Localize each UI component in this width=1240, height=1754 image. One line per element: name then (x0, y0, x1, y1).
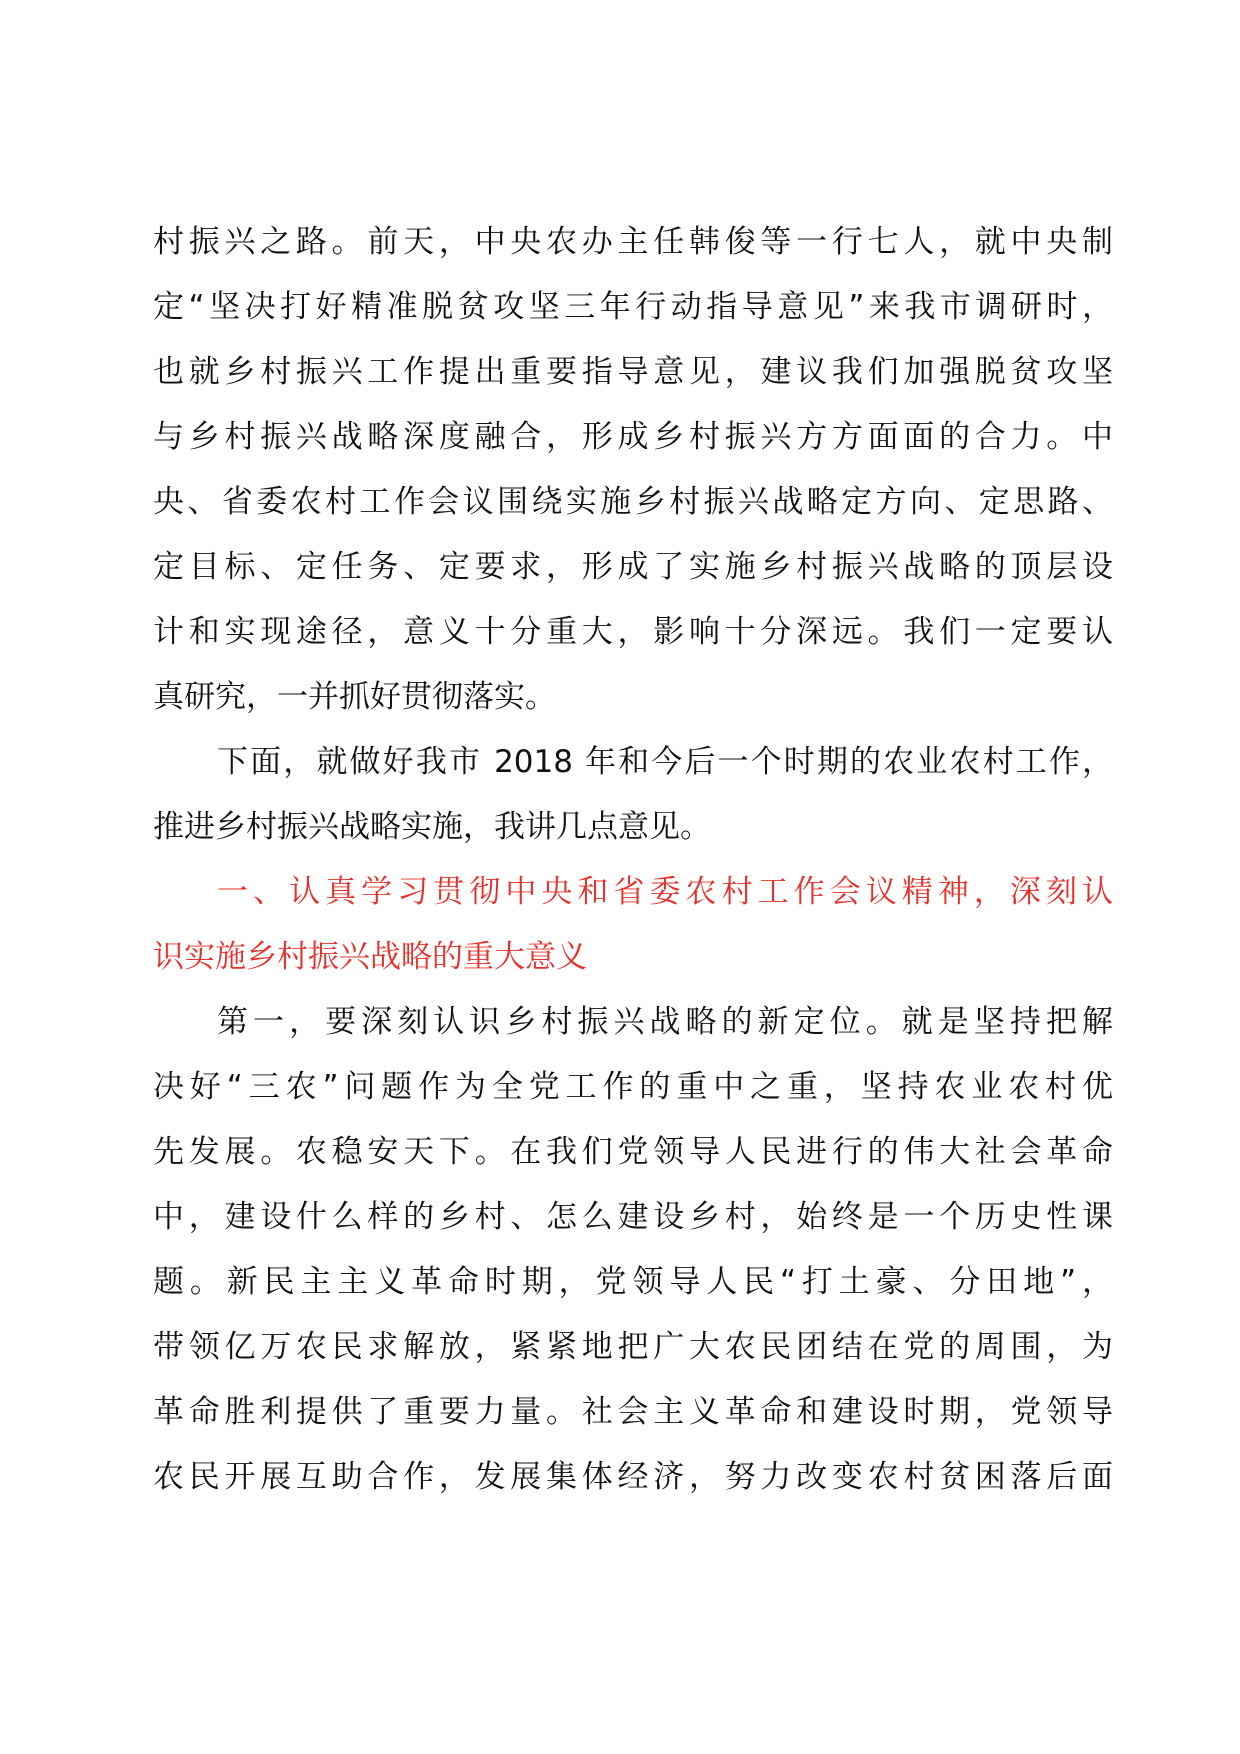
text-line: 定目标、定任务、定要求，形成了实施乡村振兴战略的顶层设 (153, 549, 1113, 585)
text-line: 计和实现途径，意义十分重大，影响十分深远。我们一定要认 (153, 614, 1113, 650)
text-line: 下面，就做好我市 2018 年和今后一个时期的农业农村工作， (217, 744, 1113, 780)
heading-line: 识实施乡村振兴战略的重大意义 (153, 939, 587, 975)
text-line: 央、省委农村工作会议围绕实施乡村振兴战略定方向、定思路、 (153, 484, 1113, 520)
text-line: 第一，要深刻认识乡村振兴战略的新定位。就是坚持把解 (217, 1004, 1113, 1040)
paragraph-intro (153, 210, 1113, 730)
paragraph-agenda (153, 730, 1113, 860)
text-line: 与乡村振兴战略深度融合，形成乡村振兴方方面面的合力。中 (153, 419, 1113, 455)
section-heading (153, 860, 1113, 990)
text-line: 村振兴之路。前天，中央农办主任韩俊等一行七人，就中央制 (153, 224, 1113, 260)
text-line: 定“坚决打好精准脱贫攻坚三年行动指导意见”来我市调研时， (153, 289, 1113, 325)
text-line: 中，建设什么样的乡村、怎么建设乡村，始终是一个历史性课 (153, 1199, 1113, 1235)
text-line: 带领亿万农民求解放，紧紧地把广大农民团结在党的周围，为 (153, 1329, 1113, 1365)
heading-line: 一、认真学习贯彻中央和省委农村工作会议精神，深刻认 (217, 874, 1113, 910)
text-line: 革命胜利提供了重要力量。社会主义革命和建设时期，党领导 (153, 1394, 1113, 1430)
text-line: 先发展。农稳安天下。在我们党领导人民进行的伟大社会革命 (153, 1134, 1113, 1170)
text-line: 农民开展互助合作，发展集体经济，努力改变农村贫困落后面 (153, 1459, 1113, 1495)
paragraph-first-point (153, 990, 1113, 1510)
document-body (153, 210, 1113, 1510)
text-line: 真研究，一并抓好贯彻落实。 (153, 679, 556, 715)
text-line: 推进乡村振兴战略实施，我讲几点意见。 (153, 809, 711, 845)
text-line: 决好“三农”问题作为全党工作的重中之重，坚持农业农村优 (153, 1069, 1113, 1105)
text-line: 题。新民主主义革命时期，党领导人民“打土豪、分田地”， (153, 1264, 1113, 1300)
text-line: 也就乡村振兴工作提出重要指导意见，建议我们加强脱贫攻坚 (153, 354, 1113, 390)
